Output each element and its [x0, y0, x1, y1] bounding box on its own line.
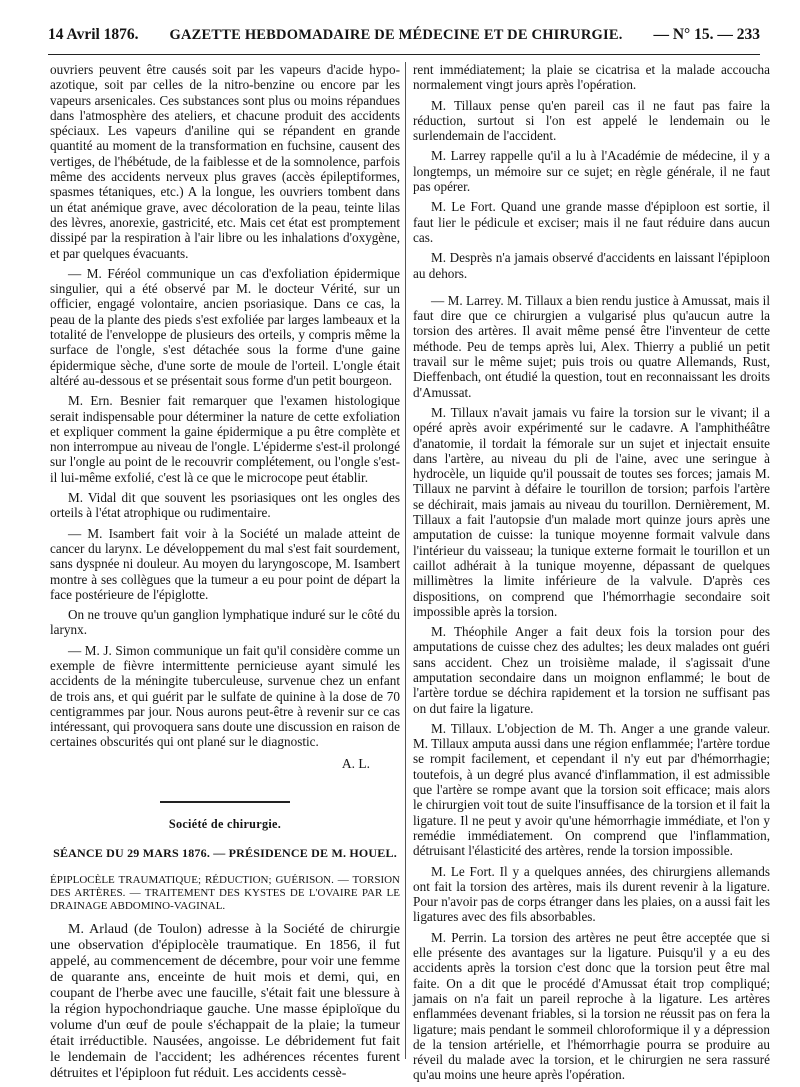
paragraph-lefort-ligature: M. Le Fort. Il y a quelques années, des chirurgiens allemands ont fait la torsion des artères, mais ils durent revenir à la ligature. Pour n'avoir pas de corps étranger dans les plaies, on a aussi fait les ligatures avec des fils absorbables.: [413, 863, 770, 925]
journal-title: GAZETTE HEBDOMADAIRE DE MÉDECINE ET DE CHIRURGIE.: [169, 27, 623, 43]
society-heading: Société de chirurgie.: [168, 817, 282, 832]
left-column: [50, 62, 400, 1082]
paragraph-tillaux-reduction: M. Tillaux pense qu'en pareil cas il ne faut pas faire la réduction, surtout si l'on est appelé le lendemain ou le surlendemain de l'accident.: [413, 97, 770, 144]
paragraph-fereol: — M. Féréol communique un cas d'exfoliation épidermique singulier, qui a été observé par M. le docteur Vérité, sur un officier, engagé volontaire, ancien psoriasique. Dans ce cas, la peau de la plante des pieds s'est exfoliée par larges lambeaux et la totalité de l'enveloppe de plusieurs des orteils, y compris même la surface de l'ongle, s'est détachée sous la forme d'une gaine épidermique sèche, d'une sorte de moule de l'orteil. L'ongle était altéré au-dessous et se présentait sous forme d'un petit bourgeon.: [50, 265, 400, 388]
paragraph-larrey-memoire: M. Larrey rappelle qu'il a lu à l'Académie de médecine, il y a longtemps, un mémoire sur ce sujet; en règle générale, il ne faut pas opérer.: [413, 148, 770, 195]
paragraph-besnier: M. Ern. Besnier fait remarquer que l'examen histologique serait indispensable pour déterminer la nature de cette exfoliation et expliquer comment la gaine épidermique a pu être complète et non interrompue au niveau de l'ongle. L'épiderme s'est-il prolongé sur l'ongle au point de le recouvrir complétement, ou l'ongle s'est-il lui-même exfolié, c'est là ce que le microcope peut établir.: [50, 393, 400, 485]
paragraph-tillaux-objection: M. Tillaux. L'objection de M. Th. Anger a une grande valeur. M. Tillaux amputa aussi dans une région enflammée; l'artère tordue se rompit facilement, et cependant il n'y eut par d'hémorrhagie; toutefois, à un degré plus avancé d'inflammation, il est admissible que l'artère se rompe avant que la torsion soit efficace; mais alors le chirurgien voit tout de suite l'insuffisance de la torsion et il fait la ligature. Il ne peut y avoir qu'une hémorrhagie immédiate, et l'on y remédie immédiatement. On comprend que l'inflammation, détruisant l'élasticité des artères, rende la torsion impossible.: [413, 720, 770, 859]
issue-number: — N° 15. —: [653, 26, 733, 43]
session-summary: ÉPIPLOCÈLE TRAUMATIQUE; RÉDUCTION; GUÉRISON. — TORSION DES ARTÈRES. — TRAITEMENT DES KYSTES DE L'OVAIRE PAR LE DRAINAGE ABDOMINO-VAGINAL.: [50, 873, 400, 913]
paragraph-aniline-vapors: ouvriers peuvent être causés soit par les vapeurs d'acide hypo-azotique, soit par celles de la nitro-benzine ou encore par les vapeurs arsenicales. Ces substances sont plus ou moins répandues dans l'atmosphère des ateliers, et chacune produit des accidents spéciaux. Les vapeurs d'aniline qui se répandent en grande quantité au moment de la transformation en fuchsine, causent des vertiges, de l'hébétude, de la faiblesse et de la somnolence, parfois même des accidents nerveux plus graves (accès épileptiformes, spasmes tétaniques, etc.) A la longue, les ouvriers tombent dans un état anémique grave, avec décoloration de la peau, teinte lilas des lèvres, anorexie, gastricité, etc. Mais cet état est promptement dissipé par la respiration à l'air libre ou les inhalations d'oxygène, et par quelques évacuants.: [50, 62, 400, 261]
paragraph-arlaud: M. Arlaud (de Toulon) adresse à la Société de chirurgie une observation d'épiplocèle traumatique. En 1856, il fut appelé, au commencement de décembre, pour voir une femme de quarante ans, enceinte de huit mois et demi, qui, en coupant de l'herbe avec une faucille, s'était fait une blessure à la région hypochondriaque gauche. Une masse épiploïque du volume d'un œuf de poule s'échappait de la plaie; la tumeur était irréductible. Nausées, angoisse. Le débridement fut fait le lendemain de l'accident; les adhérences récentes furent détruites et l'épiploon fut réduit. Les accidents cessè-: [50, 922, 400, 1082]
paragraph-simon: — M. J. Simon communique un fait qu'il considère comme un exemple de fièvre intermittente pernicieuse ayant simulé les accidents de la méningite tuberculeuse, survenue chez un enfant de trois ans, et qui guérit par le sulfate de quinine à la dose de 70 centigrammes par jour. Nous aurons peut-être à revenir sur ce cas intéressant, qui provoquera sans doute une discussion en raison de certaines obscurités qui ont plané sur le diagnostic.: [50, 642, 400, 750]
header-issue-and-page: [653, 26, 760, 44]
paragraph-vidal: M. Vidal dit que souvent les psoriasiques ont les ongles des orteils à l'état atrophique ou rudimentaire.: [50, 490, 400, 521]
header-date: 14 Avril 1876.: [48, 26, 139, 43]
paragraph-arlaud-continued: rent immédiatement; la plaie se cicatrisa et la malade accoucha normalement vingt jours après l'opération.: [413, 62, 770, 93]
page-number: 233: [736, 26, 760, 43]
seance-heading: SÉANCE DU 29 MARS 1876. — PRÉSIDENCE DE M. HOUEL.: [53, 846, 397, 861]
paragraph-larrey-amussat: — M. Larrey. M. Tillaux a bien rendu justice à Amussat, mais il faut dire que ce chirurgien a vulgarisé plus qu'aucun autre la torsion des artères. Il avait même pensé être l'inventeur de cette méthode. Peu de temps après lui, Alex. Thierry a publié un petit travail sur le même sujet; puis trois ou quatre Allemands, Rust, Dieffenbach, ont étudié la question, tout en reconnaissant les droits d'Amussat.: [413, 292, 770, 400]
paragraph-perrin: M. Perrin. La torsion des artères ne peut être acceptée que si elle présente des avantages sur la ligature. Puisqu'il y a eu des accidents après la torsion c'est donc que la torsion peut être mal faite. On a dit que le procédé d'Amussat était trop compliqué; jamais on n'a fait un pareil reproche à la ligature. Les artères enflammées devenant friables, si la torsion ne réussit pas on fera la ligature; mais pendant le sommeil chloroformique il y a dépression de la tension artérielle, et l'hémorrhagie pourra se produire au réveil du malade avec la torsion, et le chirurgien ne sera rassuré qu'au moins une heure après l'opération.: [413, 929, 770, 1083]
page-header: [48, 26, 760, 55]
paragraph-anger: M. Théophile Anger a fait deux fois la torsion pour des amputations de cuisse chez des adultes; les deux malades ont guéri sans accident. Chez un troisième malade, il s'agissait d'une amputation secondaire dans un moignon enflammé; le bout de l'artère tordue se déchira rapidement et la torsion ne suffisant pas on dut faire la ligature.: [413, 624, 770, 716]
paragraph-ganglion: On ne trouve qu'un ganglion lymphatique induré sur le côté du larynx.: [50, 607, 400, 638]
paragraph-lefort-epiploon: M. Le Fort. Quand une grande masse d'épiploon est sortie, il faut lier le pédicule et exciser; mais il ne faut réduire dans aucun cas.: [413, 199, 770, 245]
paragraph-despres: M. Desprès n'a jamais observé d'accidents en laissant l'épiploon au dehors.: [413, 250, 770, 281]
column-divider: [405, 62, 406, 1059]
section-rule: [160, 801, 290, 803]
paragraph-isambert: — M. Isambert fait voir à la Société un malade atteint de cancer du larynx. Le développement du mal s'est fait sourdement, sans dyspnée ni douleur. Au moyen du laryngoscope, M. Isambert montre à ses collègues que la tumeur a eu pour point de départ la face postérieure de l'épiglotte.: [50, 525, 400, 602]
right-column: [413, 62, 770, 1083]
author-signature: A. L.: [341, 755, 370, 771]
paragraph-tillaux-torsion: M. Tillaux n'avait jamais vu faire la torsion sur le vivant; il a opéré après avoir expérimenté sur le cadavre. A l'amphithéâtre d'anatomie, il tordait la fémorale sur un sujet et injectait ensuite dans l'artère, au niveau du pli de l'aine, avec une seringue à hydrocèle, un liquide qu'il poussait de toutes ses forces; jamais M. Tillaux ne parvint à défaire le tourillon de torsion; parfois l'artère se déchirait, mais jamais au niveau du tourillon. Dernièrement, M. Tillaux a fait l'autopsie d'un malade mort quinze jours après une amputation de cuisse: la tunique moyenne formait valvule dans l'intérieur du vaisseau; la tunique externe formait le tourillon et un caillot adhérait à la tunique moyenne, dépassant de quelques millimètres la limite inférieure de la valvule. D'après ces dispositions, on comprend que l'hémorrhagie secondaire soit impossible après la torsion.: [413, 404, 770, 619]
